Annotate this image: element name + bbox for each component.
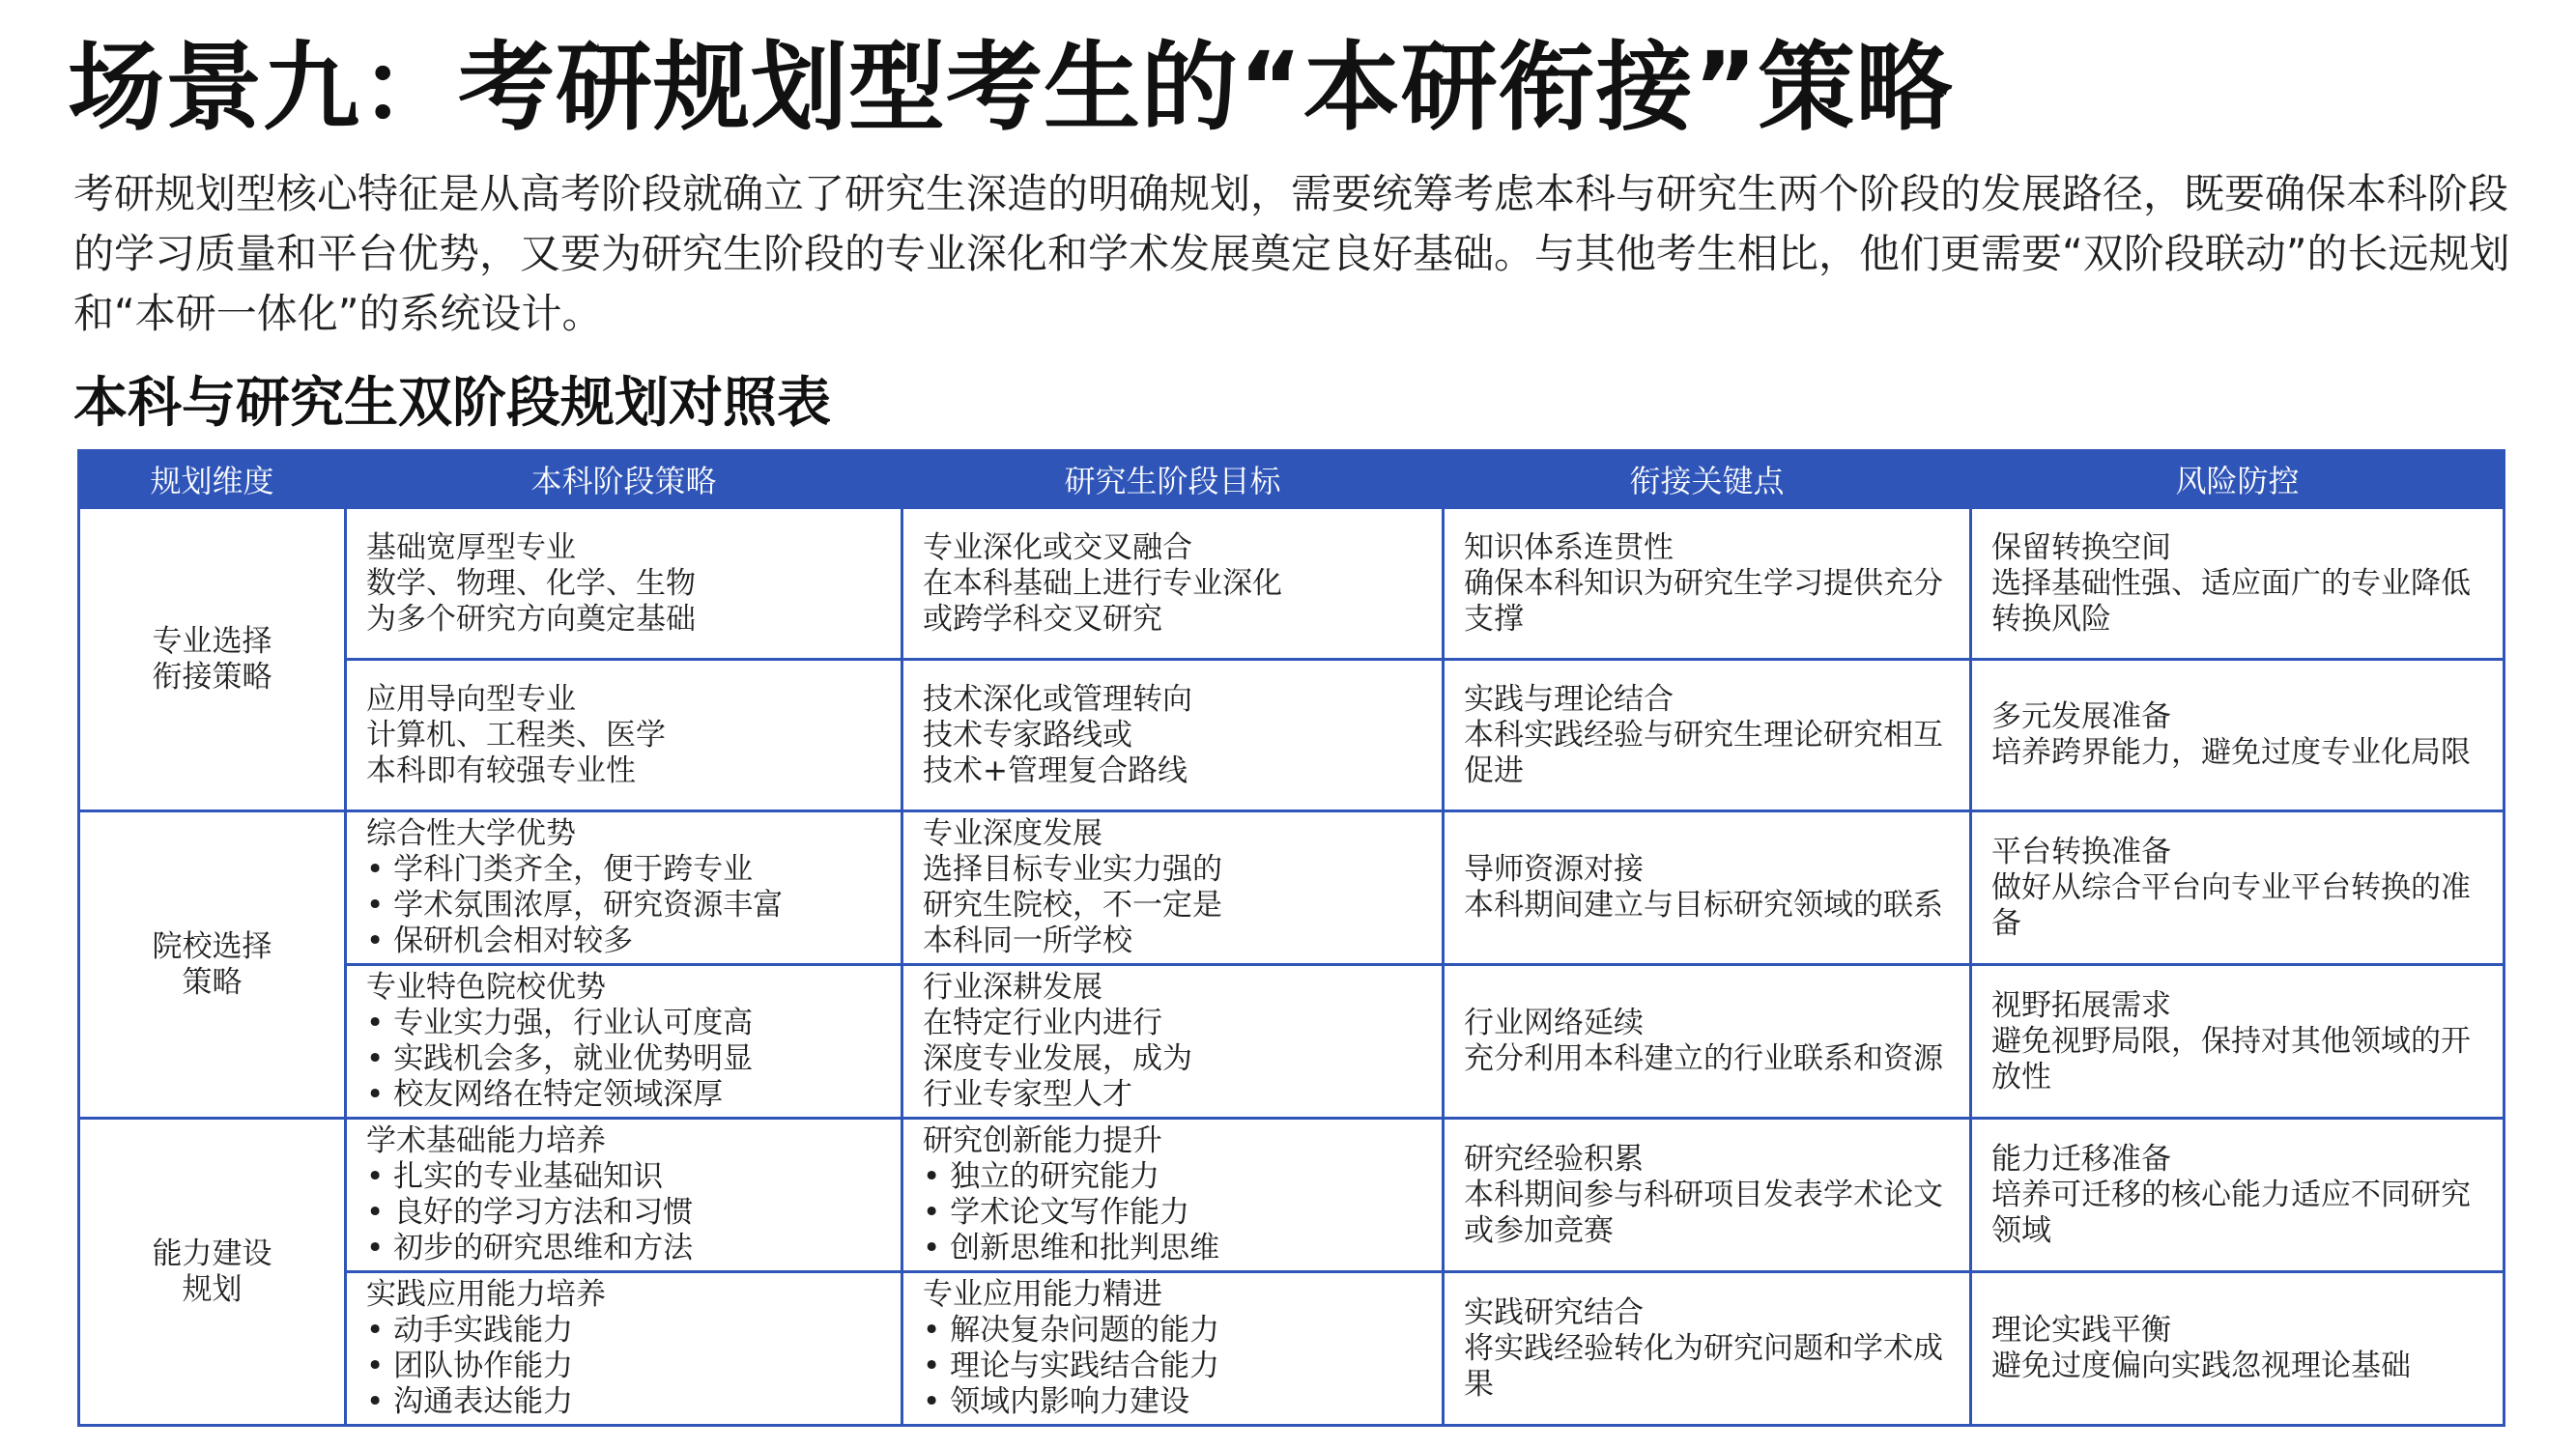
table-body [79, 508, 2504, 1426]
column-header: 风险防控 [1971, 451, 2504, 508]
dimension-label-line: 规划 [182, 1271, 243, 1307]
cell-heading: 理论实践平衡 [1991, 1313, 2171, 1348]
undergrad-strategy-cell [346, 508, 902, 660]
column-header: 规划维度 [79, 451, 346, 508]
table-container [77, 449, 2503, 1427]
cell-text-line: • 学术论文写作能力 [923, 1195, 1190, 1230]
cell-text-line: • 解决复杂问题的能力 [923, 1313, 1220, 1348]
cell-heading: 导师资源对接 [1464, 852, 1644, 887]
cell-text-line: 促进 [1464, 753, 1524, 788]
cell-text-line: 培养可迁移的核心能力适应不同研究 [1991, 1177, 2471, 1212]
dimension-label-line: 专业选择 [152, 623, 272, 659]
cell-text-line: 领域 [1991, 1212, 2051, 1248]
cell-heading: 专业应用能力精进 [923, 1277, 1162, 1312]
undergrad-strategy-cell [346, 965, 902, 1119]
cell-text-line: 将实践经验转化为研究问题和学术成 [1464, 1330, 1943, 1366]
cell-text-line: • 理论与实践结合能力 [923, 1349, 1220, 1383]
table-row [79, 1272, 2504, 1426]
cell-text-line: 备 [1991, 905, 2021, 941]
graduate-goal-cell [902, 1119, 1444, 1272]
cell-text-line: • 扎实的专业基础知识 [366, 1159, 664, 1194]
cell-text-line: • 实践机会多，就业优势明显 [366, 1041, 754, 1076]
cell-text-line: • 保研机会相对较多 [366, 923, 634, 958]
cell-text-line: 转换风险 [1991, 601, 2111, 637]
cell-text-line: • 沟通表达能力 [366, 1384, 574, 1419]
linkage-point-cell [1444, 965, 1971, 1119]
cell-text-line: 在特定行业内进行 [923, 1006, 1162, 1040]
cell-text-line: 技术专家路线或 [923, 717, 1132, 753]
cell-heading: 研究经验积累 [1464, 1141, 1644, 1177]
cell-text-line: 本科即有较强专业性 [366, 753, 636, 788]
intro-paragraph: 考研规划型核心特征是从高考阶段就确立了研究生深造的明确规划，需要统筹考虑本科与研究生两个阶段的发展路径，既要确保本科阶段的学习质量和平台优势，又要为研究生阶段的专业深化和学术发展奠定良好基础。与其他考生相比，他们更需要“双阶段联动”的长远规划和“本研一体化”的系统设计。 [73, 170, 2510, 337]
cell-text-line: 行业专家型人才 [923, 1077, 1132, 1112]
cell-text-line: • 动手实践能力 [366, 1313, 574, 1348]
risk-control-cell [1971, 1272, 2504, 1426]
cell-text-line: 或参加竞赛 [1464, 1212, 1614, 1248]
cell-text-line: • 团队协作能力 [366, 1349, 574, 1383]
cell-text-line: 为多个研究方向奠定基础 [366, 601, 696, 637]
cell-text-line: • 学科门类齐全，便于跨专业 [366, 852, 754, 887]
cell-text-line: • 创新思维和批判思维 [923, 1231, 1220, 1265]
cell-heading: 实践研究结合 [1464, 1294, 1644, 1330]
column-header: 衔接关键点 [1444, 451, 1971, 508]
cell-text-line: 在本科基础上进行专业深化 [923, 565, 1282, 601]
undergrad-strategy-cell [346, 1272, 902, 1426]
cell-text-line: • 良好的学习方法和习惯 [366, 1195, 694, 1230]
table-title: 本科与研究生双阶段规划对照表 [73, 372, 831, 435]
cell-heading: 平台转换准备 [1991, 834, 2171, 869]
table-row [79, 965, 2504, 1119]
cell-text-line: 深度专业发展，成为 [923, 1041, 1192, 1076]
cell-heading: 实践与理论结合 [1464, 681, 1674, 717]
dimension-cell [79, 1119, 346, 1426]
undergrad-strategy-cell [346, 811, 902, 965]
cell-text-line: 选择目标专业实力强的 [923, 852, 1222, 887]
linkage-point-cell [1444, 1119, 1971, 1272]
undergrad-strategy-cell [346, 660, 902, 811]
cell-heading: 应用导向型专业 [366, 681, 576, 717]
cell-heading: 视野拓展需求 [1991, 987, 2171, 1023]
cell-heading: 专业深化或交叉融合 [923, 529, 1192, 565]
cell-text-line: 本科期间建立与目标研究领域的联系 [1464, 888, 1943, 923]
linkage-point-cell [1444, 508, 1971, 660]
column-header: 研究生阶段目标 [902, 451, 1444, 508]
cell-text-line: • 独立的研究能力 [923, 1159, 1160, 1194]
cell-text-line: 放性 [1991, 1059, 2051, 1094]
linkage-point-cell [1444, 811, 1971, 965]
cell-text-line: • 学术氛围浓厚，研究资源丰富 [366, 888, 784, 923]
dimension-cell [79, 811, 346, 1119]
cell-text-line: 本科期间参与科研项目发表学术论文 [1464, 1177, 1943, 1212]
cell-text-line: 研究生院校，不一定是 [923, 888, 1222, 923]
cell-text-line: 技术+管理复合路线 [923, 753, 1188, 788]
graduate-goal-cell [902, 811, 1444, 965]
cell-text-line: 选择基础性强、适应面广的专业降低 [1991, 565, 2471, 601]
dimension-label-line: 衔接策略 [152, 659, 272, 695]
cell-text-line: 支撑 [1464, 601, 1524, 637]
dimension-label-line: 策略 [182, 964, 243, 1000]
cell-text-line: 确保本科知识为研究生学习提供充分 [1464, 565, 1943, 601]
table-row [79, 1119, 2504, 1272]
cell-heading: 能力迁移准备 [1991, 1141, 2171, 1177]
cell-heading: 综合性大学优势 [366, 816, 576, 851]
graduate-goal-cell [902, 660, 1444, 811]
cell-heading: 学术基础能力培养 [366, 1123, 606, 1158]
risk-control-cell [1971, 508, 2504, 660]
graduate-goal-cell [902, 965, 1444, 1119]
table-row [79, 508, 2504, 660]
cell-heading: 技术深化或管理转向 [923, 681, 1192, 717]
linkage-point-cell [1444, 1272, 1971, 1426]
cell-text-line: 培养跨界能力，避免过度专业化局限 [1991, 735, 2471, 770]
cell-text-line: 避免过度偏向实践忽视理论基础 [1991, 1349, 2411, 1383]
table-header-row [79, 451, 2504, 508]
graduate-goal-cell [902, 508, 1444, 660]
cell-text-line: • 专业实力强，行业认可度高 [366, 1006, 754, 1040]
dimension-label-line: 能力建设 [152, 1236, 272, 1271]
column-header: 本科阶段策略 [346, 451, 902, 508]
cell-text-line: • 领域内影响力建设 [923, 1384, 1190, 1419]
cell-heading: 专业特色院校优势 [366, 970, 606, 1005]
dimension-label-line: 院校选择 [152, 928, 272, 964]
planning-comparison-table [77, 449, 2505, 1427]
risk-control-cell [1971, 660, 2504, 811]
cell-text-line: • 初步的研究思维和方法 [366, 1231, 694, 1265]
page-title: 场景九：考研规划型考生的“本研衔接”策略 [68, 31, 1954, 144]
risk-control-cell [1971, 811, 2504, 965]
cell-heading: 实践应用能力培养 [366, 1277, 606, 1312]
cell-text-line: 做好从综合平台向专业平台转换的准 [1991, 869, 2471, 905]
linkage-point-cell [1444, 660, 1971, 811]
cell-heading: 行业深耕发展 [923, 970, 1102, 1005]
dimension-cell [79, 508, 346, 811]
graduate-goal-cell [902, 1272, 1444, 1426]
risk-control-cell [1971, 965, 2504, 1119]
risk-control-cell [1971, 1119, 2504, 1272]
cell-heading: 知识体系连贯性 [1464, 529, 1674, 565]
cell-text-line: 本科实践经验与研究生理论研究相互 [1464, 717, 1943, 753]
cell-text-line: 避免视野局限，保持对其他领域的开 [1991, 1023, 2471, 1059]
cell-text-line: 计算机、工程类、医学 [366, 717, 666, 753]
table-row [79, 811, 2504, 965]
cell-heading: 多元发展准备 [1991, 699, 2171, 734]
cell-heading: 研究创新能力提升 [923, 1123, 1162, 1158]
cell-heading: 专业深度发展 [923, 816, 1102, 851]
cell-text-line: • 校友网络在特定领域深厚 [366, 1077, 724, 1112]
cell-heading: 行业网络延续 [1464, 1006, 1644, 1040]
cell-text-line: 数学、物理、化学、生物 [366, 565, 696, 601]
cell-heading: 基础宽厚型专业 [366, 529, 576, 565]
cell-text-line: 充分利用本科建立的行业联系和资源 [1464, 1041, 1943, 1076]
cell-heading: 保留转换空间 [1991, 529, 2171, 565]
cell-text-line: 果 [1464, 1366, 1494, 1402]
table-row [79, 660, 2504, 811]
cell-text-line: 本科同一所学校 [923, 923, 1132, 958]
cell-text-line: 或跨学科交叉研究 [923, 601, 1162, 637]
undergrad-strategy-cell [346, 1119, 902, 1272]
